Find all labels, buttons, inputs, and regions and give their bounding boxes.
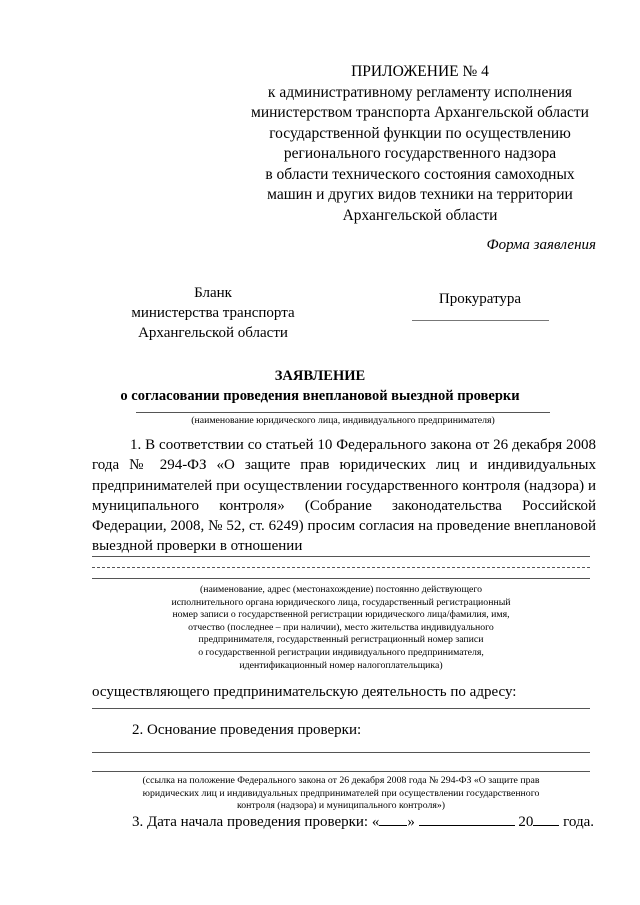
month-field[interactable] <box>419 813 515 826</box>
annex-line: в области технического состояния самоходных <box>265 165 575 183</box>
section3-start-date <box>132 813 594 831</box>
caption-line: идентификационный номер налогоплательщика) <box>239 659 443 671</box>
caption-line: исполнительного органа юридического лица, государственный регистрационный <box>171 596 511 608</box>
blank-line: министерства транспорта <box>131 305 295 321</box>
annex-line: к административному регламенту исполнения <box>267 83 573 101</box>
entity-details-field[interactable] <box>92 567 590 568</box>
annex-title: ПРИЛОЖЕНИЕ № 4 <box>351 63 489 80</box>
basis-field[interactable] <box>92 771 590 772</box>
document-title <box>0 366 640 406</box>
address-label: осуществляющего предпринимательскую деятельность по адресу: <box>92 684 517 700</box>
title-main: ЗАЯВЛЕНИЕ <box>274 368 366 384</box>
section2-label: 2. Основание проведения проверки: <box>132 722 362 738</box>
caption-line: о государственной регистрации индивидуального предпринимателя, <box>198 646 484 658</box>
law-reference-caption <box>92 775 590 813</box>
caption-line: юридических лиц и индивидуальных предпринимателей при осуществлении государственного <box>142 787 540 799</box>
annex-line: машин и других видов техники на территории <box>267 186 573 203</box>
entity-name-field[interactable] <box>136 412 550 413</box>
caption-line: предпринимателя, государственный регистрационный номер записи <box>198 634 484 646</box>
blank-line: Архангельской области <box>138 325 288 341</box>
annex-line: государственной функции по осуществлению <box>269 124 571 142</box>
year-suffix: года. <box>563 814 594 830</box>
recipient-fill-line[interactable] <box>412 320 549 321</box>
caption-line: (наименование, адрес (местонахождение) постоянно действующего <box>199 584 483 595</box>
caption-line: номер записи о государственной регистрации юридического лица/фамилия, имя, <box>172 609 510 621</box>
quote-close: » <box>407 814 415 830</box>
letterhead-blank <box>118 283 308 343</box>
recipient-label: Прокуратура <box>438 291 522 307</box>
caption-line: (ссылка на положение Федерального закона от 26 декабря 2008 года № 294-ФЗ «О защите прав <box>142 775 540 786</box>
section1-paragraph: 1. В соответствии со статьей 10 Федерального закона от 26 декабря 2008 года № 294-ФЗ «О защите прав юридических лиц и индивидуальных предпринимателей при осуществлении государственного контроля (надзора) и муниципального контроля» (Собрание законодательства Российской Федерации, 2008, № 52, ст. 6249) просим согласия на проведение внеплановой выездной проверки в отношении <box>92 437 596 555</box>
annex-line: регионального государственного надзора <box>283 145 557 162</box>
caption-line: контроля (надзора) и муниципального контроля») <box>236 800 446 812</box>
year-prefix: 20 <box>518 814 534 830</box>
year-field[interactable] <box>533 813 559 826</box>
entity-details-field[interactable] <box>92 556 590 557</box>
day-field[interactable] <box>379 813 407 826</box>
title-sub: о согласовании проведения внеплановой выездной проверки <box>120 388 520 404</box>
annex-line: министерством транспорта Архангельской области <box>251 104 589 121</box>
caption-line: отчество (последнее – при наличии), место жительства индивидуального <box>188 621 494 633</box>
section3-label: 3. Дата начала проведения проверки: « <box>132 814 380 830</box>
address-field[interactable] <box>92 708 590 709</box>
entity-details-caption <box>92 584 590 672</box>
basis-field[interactable] <box>92 752 590 753</box>
form-note: Форма заявления <box>486 237 596 253</box>
blank-line: Бланк <box>194 285 232 301</box>
entity-name-caption: (наименование юридического лица, индивидуального предпринимателя) <box>191 415 495 426</box>
annex-header <box>250 62 590 226</box>
entity-details-field[interactable] <box>92 578 590 579</box>
annex-line: Архангельской области <box>342 206 498 224</box>
